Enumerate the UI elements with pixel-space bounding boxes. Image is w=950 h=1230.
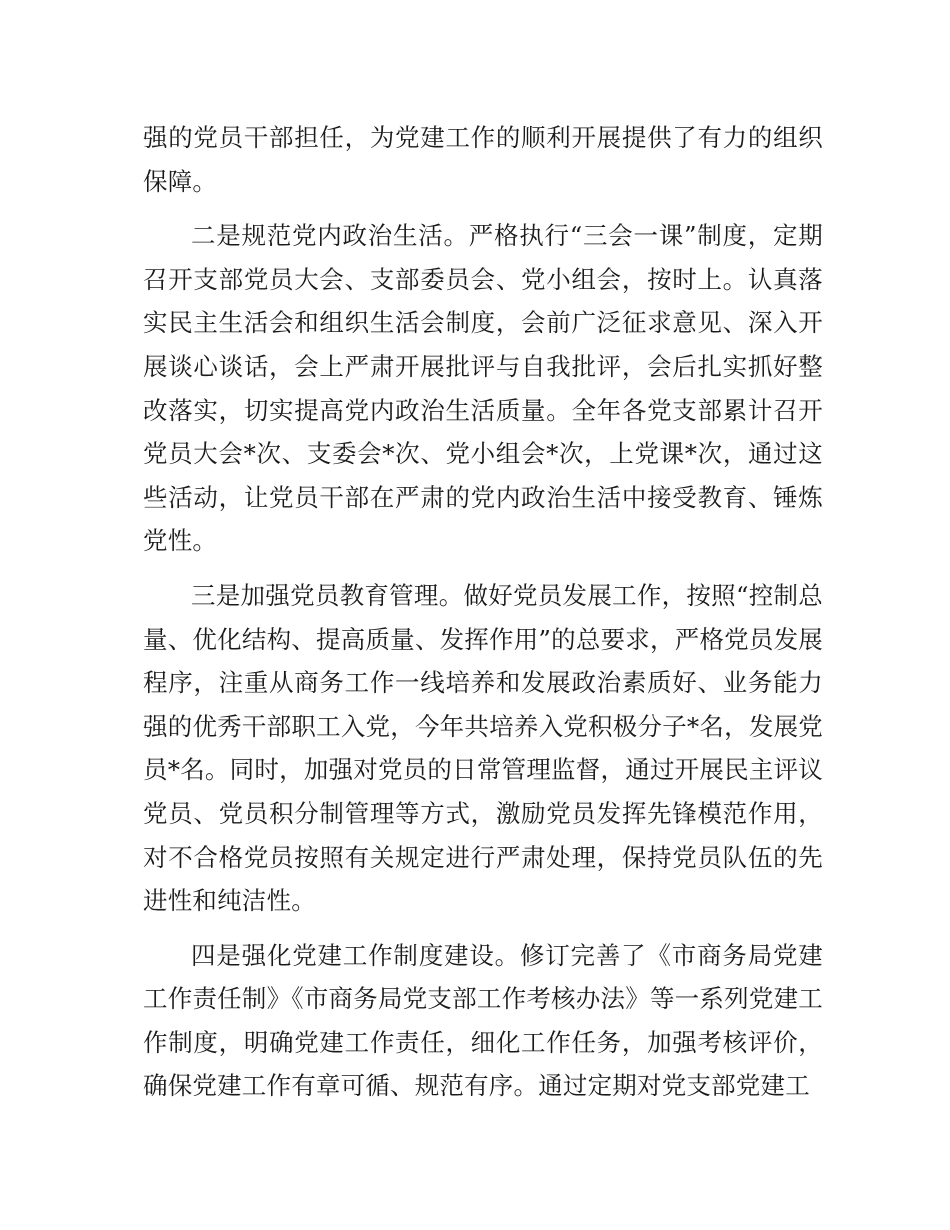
paragraph-continuation: 强的党员干部担任，为党建工作的顺利开展提供了有力的组织保障。	[143, 123, 823, 196]
document-body	[143, 116, 823, 1119]
paragraph-member-education: 三是加强党员教育管理。做好党员发展工作，按照“控制总量、优化结构、提高质量、发挥作用”的总要求，严格党员发展程序，注重从商务工作一线培养和发展政治素质好、业务能力强的优秀干部职工入党，今年共培养入党积极分子*名，发展党员*名。同时，加强对党员的日常管理监督，通过开展民主评议党员、党员积分制管理等方式，激励党员发挥先锋模范作用，对不合格党员按照有关规定进行严肃处理，保持党员队伍的先进性和纯洁性。	[143, 580, 823, 916]
paragraph-system-building: 四是强化党建工作制度建设。修订完善了《市商务局党建工作责任制》《市商务局党支部工作考核办法》等一系列党建工作制度，明确党建工作责任，细化工作任务，加强考核评价，确保党建工作有章可循、规范有序。通过定期对党支部党建工	[143, 940, 823, 1101]
paragraph-political-life: 二是规范党内政治生活。严格执行“三会一课”制度，定期召开支部党员大会、支部委员会、党小组会，按时上。认真落实民主生活会和组织生活会制度，会前广泛征求意见、深入开展谈心谈话，会上严肃开展批评与自我批评，会后扎实抓好整改落实，切实提高党内政治生活质量。全年各党支部累计召开党员大会*次、支委会*次、党小组会*次，上党课*次，通过这些活动，让党员干部在严肃的党内政治生活中接受教育、锤炼党性。	[143, 221, 823, 556]
